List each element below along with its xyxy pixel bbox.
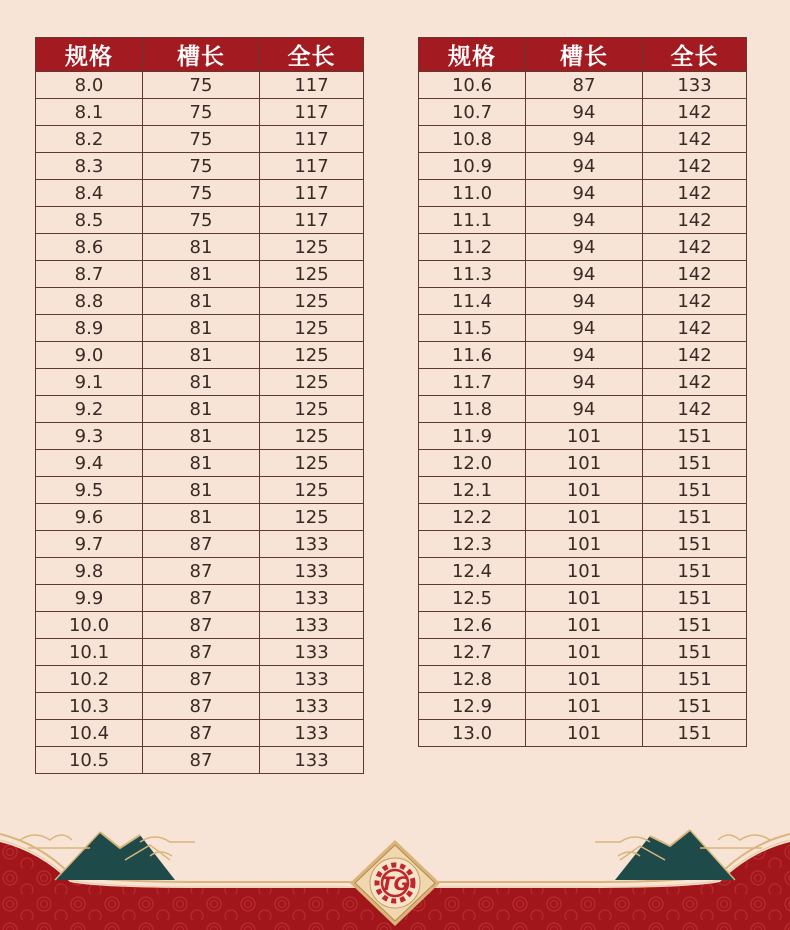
cell-total-length: 133: [260, 720, 364, 747]
cell-slot-length: 94: [526, 207, 643, 234]
cell-total-length: 117: [260, 153, 364, 180]
cell-total-length: 133: [260, 612, 364, 639]
cell-spec: 9.5: [36, 477, 143, 504]
cell-total-length: 142: [643, 369, 747, 396]
cell-slot-length: 101: [526, 693, 643, 720]
cell-total-length: 142: [643, 207, 747, 234]
table-row: [36, 153, 364, 180]
cell-spec: 12.8: [419, 666, 526, 693]
table-row: [419, 153, 747, 180]
cell-slot-length: 101: [526, 423, 643, 450]
table-row: [419, 207, 747, 234]
table-row: [419, 423, 747, 450]
table-header-row: [36, 38, 364, 72]
cell-total-length: 151: [643, 477, 747, 504]
right-spec-table: [418, 37, 747, 747]
table-row: [419, 639, 747, 666]
cell-spec: 11.6: [419, 342, 526, 369]
cell-spec: 10.6: [419, 72, 526, 99]
cell-total-length: 125: [260, 423, 364, 450]
cell-total-length: 142: [643, 261, 747, 288]
cell-total-length: 133: [643, 72, 747, 99]
cell-spec: 9.8: [36, 558, 143, 585]
cell-total-length: 133: [260, 558, 364, 585]
cell-spec: 9.4: [36, 450, 143, 477]
cell-total-length: 125: [260, 315, 364, 342]
logo-text: TG: [380, 873, 410, 895]
table-row: [36, 693, 364, 720]
cell-spec: 11.2: [419, 234, 526, 261]
cell-spec: 8.3: [36, 153, 143, 180]
cell-slot-length: 87: [143, 666, 260, 693]
table-row: [36, 396, 364, 423]
cell-total-length: 117: [260, 72, 364, 99]
table-row: [419, 315, 747, 342]
table-row: [36, 315, 364, 342]
cell-slot-length: 87: [526, 72, 643, 99]
cell-total-length: 142: [643, 99, 747, 126]
cell-spec: 9.2: [36, 396, 143, 423]
cell-slot-length: 81: [143, 261, 260, 288]
cell-slot-length: 75: [143, 153, 260, 180]
cell-slot-length: 81: [143, 315, 260, 342]
cell-spec: 12.3: [419, 531, 526, 558]
cell-total-length: 125: [260, 288, 364, 315]
table-row: [36, 612, 364, 639]
cell-spec: 10.2: [36, 666, 143, 693]
cell-total-length: 133: [260, 747, 364, 774]
table-row: [419, 450, 747, 477]
cell-total-length: 151: [643, 450, 747, 477]
header-spec: 规格: [36, 38, 143, 72]
cell-total-length: 125: [260, 234, 364, 261]
cell-total-length: 133: [260, 639, 364, 666]
table-row: [419, 72, 747, 99]
table-row: [36, 477, 364, 504]
header-spec: 规格: [419, 38, 526, 72]
cell-spec: 9.3: [36, 423, 143, 450]
cell-slot-length: 81: [143, 450, 260, 477]
cell-total-length: 151: [643, 612, 747, 639]
cell-slot-length: 101: [526, 531, 643, 558]
table-row: [36, 342, 364, 369]
cell-slot-length: 94: [526, 288, 643, 315]
cell-total-length: 142: [643, 288, 747, 315]
cell-total-length: 151: [643, 531, 747, 558]
table-row: [419, 585, 747, 612]
cell-slot-length: 94: [526, 180, 643, 207]
table-row: [36, 369, 364, 396]
cell-spec: 8.0: [36, 72, 143, 99]
table-row: [36, 450, 364, 477]
cell-total-length: 117: [260, 207, 364, 234]
cell-slot-length: 101: [526, 558, 643, 585]
cell-spec: 11.5: [419, 315, 526, 342]
cell-spec: 10.8: [419, 126, 526, 153]
cell-total-length: 133: [260, 666, 364, 693]
cell-total-length: 142: [643, 153, 747, 180]
left-mountain: [55, 832, 175, 880]
table-row: [419, 180, 747, 207]
cell-slot-length: 75: [143, 207, 260, 234]
cell-slot-length: 81: [143, 423, 260, 450]
cell-spec: 11.4: [419, 288, 526, 315]
decorative-footer: [0, 790, 790, 930]
cell-slot-length: 94: [526, 153, 643, 180]
cell-spec: 11.8: [419, 396, 526, 423]
cell-slot-length: 101: [526, 504, 643, 531]
cell-slot-length: 94: [526, 342, 643, 369]
header-slot-length: 槽长: [143, 38, 260, 72]
cell-spec: 8.1: [36, 99, 143, 126]
cell-spec: 8.4: [36, 180, 143, 207]
table-row: [419, 531, 747, 558]
cell-spec: 8.2: [36, 126, 143, 153]
cell-total-length: 125: [260, 504, 364, 531]
table-header-row: [419, 38, 747, 72]
cell-slot-length: 81: [143, 396, 260, 423]
cell-total-length: 125: [260, 396, 364, 423]
header-total-length: 全长: [260, 38, 364, 72]
cell-spec: 12.1: [419, 477, 526, 504]
cell-spec: 11.1: [419, 207, 526, 234]
cell-slot-length: 101: [526, 477, 643, 504]
cell-total-length: 151: [643, 585, 747, 612]
cell-slot-length: 81: [143, 342, 260, 369]
cell-spec: 13.0: [419, 720, 526, 747]
cell-spec: 9.1: [36, 369, 143, 396]
cell-spec: 12.4: [419, 558, 526, 585]
table-row: [36, 126, 364, 153]
header-slot-length: 槽长: [526, 38, 643, 72]
cell-total-length: 133: [260, 585, 364, 612]
cell-slot-length: 75: [143, 72, 260, 99]
table-row: [419, 477, 747, 504]
cell-slot-length: 87: [143, 531, 260, 558]
cell-spec: 8.6: [36, 234, 143, 261]
table-row: [419, 666, 747, 693]
cell-total-length: 133: [260, 531, 364, 558]
table-row: [419, 99, 747, 126]
table-row: [419, 693, 747, 720]
cell-spec: 10.9: [419, 153, 526, 180]
table-row: [36, 504, 364, 531]
cell-spec: 9.6: [36, 504, 143, 531]
table-row: [36, 261, 364, 288]
table-row: [36, 585, 364, 612]
cell-slot-length: 94: [526, 369, 643, 396]
table-row: [419, 396, 747, 423]
cell-spec: 10.1: [36, 639, 143, 666]
table-row: [419, 261, 747, 288]
table-row: [419, 234, 747, 261]
left-spec-table-container: [35, 37, 364, 774]
cell-spec: 8.7: [36, 261, 143, 288]
cell-slot-length: 87: [143, 639, 260, 666]
cell-total-length: 117: [260, 126, 364, 153]
cell-slot-length: 101: [526, 666, 643, 693]
cell-slot-length: 87: [143, 612, 260, 639]
cell-spec: 9.0: [36, 342, 143, 369]
table-row: [36, 666, 364, 693]
cell-spec: 9.9: [36, 585, 143, 612]
cell-total-length: 151: [643, 666, 747, 693]
cell-slot-length: 101: [526, 720, 643, 747]
table-row: [36, 531, 364, 558]
cell-spec: 11.9: [419, 423, 526, 450]
table-row: [36, 639, 364, 666]
cell-slot-length: 101: [526, 639, 643, 666]
cell-spec: 12.2: [419, 504, 526, 531]
cell-slot-length: 81: [143, 369, 260, 396]
cell-spec: 11.3: [419, 261, 526, 288]
cell-spec: 10.5: [36, 747, 143, 774]
cell-slot-length: 75: [143, 180, 260, 207]
left-table-body: [36, 72, 364, 774]
cell-slot-length: 75: [143, 126, 260, 153]
cell-slot-length: 87: [143, 585, 260, 612]
table-row: [419, 612, 747, 639]
cell-slot-length: 81: [143, 288, 260, 315]
cell-slot-length: 94: [526, 315, 643, 342]
right-table-body: [419, 72, 747, 747]
cell-slot-length: 87: [143, 747, 260, 774]
cell-total-length: 142: [643, 234, 747, 261]
table-row: [36, 288, 364, 315]
table-row: [419, 720, 747, 747]
cell-slot-length: 94: [526, 234, 643, 261]
cell-spec: 10.4: [36, 720, 143, 747]
cell-spec: 12.7: [419, 639, 526, 666]
cell-total-length: 125: [260, 477, 364, 504]
cell-spec: 9.7: [36, 531, 143, 558]
left-spec-table: [35, 37, 364, 774]
cell-spec: 8.8: [36, 288, 143, 315]
cell-total-length: 142: [643, 180, 747, 207]
cell-slot-length: 87: [143, 720, 260, 747]
cell-total-length: 117: [260, 99, 364, 126]
cell-total-length: 125: [260, 369, 364, 396]
table-row: [36, 423, 364, 450]
right-spec-table-container: [418, 37, 747, 747]
cell-slot-length: 94: [526, 99, 643, 126]
table-row: [36, 72, 364, 99]
cell-total-length: 142: [643, 315, 747, 342]
table-row: [36, 747, 364, 774]
cell-slot-length: 81: [143, 504, 260, 531]
table-row: [419, 504, 747, 531]
cell-slot-length: 81: [143, 234, 260, 261]
cell-spec: 10.0: [36, 612, 143, 639]
cell-total-length: 151: [643, 558, 747, 585]
cell-spec: 12.9: [419, 693, 526, 720]
cell-total-length: 133: [260, 693, 364, 720]
cell-total-length: 117: [260, 180, 364, 207]
cell-spec: 11.7: [419, 369, 526, 396]
cell-total-length: 151: [643, 504, 747, 531]
cell-spec: 12.5: [419, 585, 526, 612]
cell-slot-length: 87: [143, 693, 260, 720]
table-row: [36, 99, 364, 126]
cell-slot-length: 94: [526, 396, 643, 423]
cell-spec: 10.3: [36, 693, 143, 720]
cell-slot-length: 101: [526, 450, 643, 477]
cell-total-length: 151: [643, 639, 747, 666]
cell-total-length: 142: [643, 342, 747, 369]
cell-total-length: 151: [643, 423, 747, 450]
cell-total-length: 142: [643, 396, 747, 423]
table-row: [36, 558, 364, 585]
cell-total-length: 151: [643, 720, 747, 747]
table-row: [36, 207, 364, 234]
header-total-length: 全长: [643, 38, 747, 72]
cell-slot-length: 94: [526, 126, 643, 153]
cell-slot-length: 94: [526, 261, 643, 288]
cell-spec: 12.0: [419, 450, 526, 477]
cell-slot-length: 75: [143, 99, 260, 126]
table-row: [419, 126, 747, 153]
cell-slot-length: 81: [143, 477, 260, 504]
cell-total-length: 142: [643, 126, 747, 153]
cell-spec: 8.5: [36, 207, 143, 234]
table-row: [36, 234, 364, 261]
cell-spec: 12.6: [419, 612, 526, 639]
cell-spec: 8.9: [36, 315, 143, 342]
cell-total-length: 125: [260, 450, 364, 477]
cell-spec: 10.7: [419, 99, 526, 126]
cell-total-length: 151: [643, 693, 747, 720]
cell-total-length: 125: [260, 342, 364, 369]
cell-spec: 11.0: [419, 180, 526, 207]
cell-slot-length: 101: [526, 585, 643, 612]
cell-slot-length: 101: [526, 612, 643, 639]
cell-slot-length: 87: [143, 558, 260, 585]
table-row: [36, 180, 364, 207]
table-row: [36, 720, 364, 747]
table-row: [419, 342, 747, 369]
table-row: [419, 558, 747, 585]
cell-total-length: 125: [260, 261, 364, 288]
table-row: [419, 369, 747, 396]
table-row: [419, 288, 747, 315]
